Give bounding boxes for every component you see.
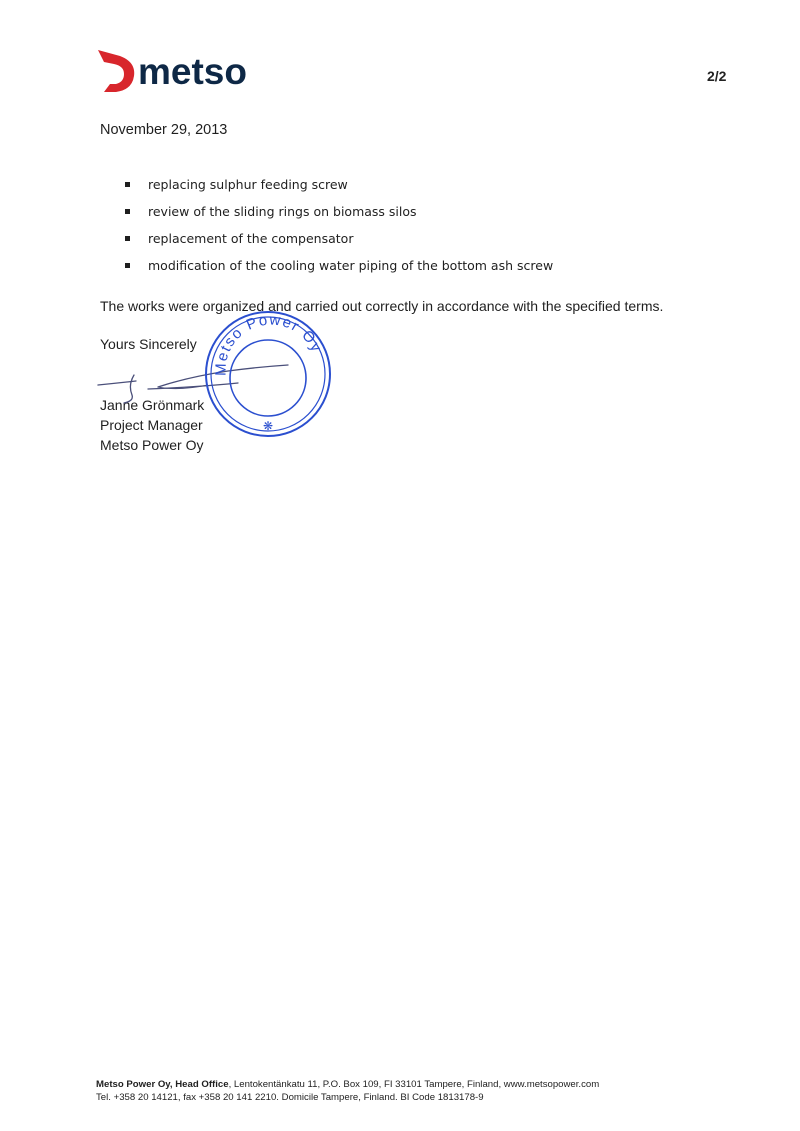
logo-wordmark: metso [138, 51, 247, 92]
page-number: 2/2 [707, 68, 727, 84]
bullet-square-icon [125, 236, 130, 241]
list-item [122, 257, 553, 284]
stamp-text: Metso Power Oy [212, 311, 326, 377]
footer-address: , Lentokentänkatu 11, P.O. Box 109, FI 33101 Tampere, Finland, www.metsopower.com [228, 1079, 600, 1090]
list-item [122, 176, 553, 203]
bullet-square-icon [125, 209, 130, 214]
letter-footer [96, 1078, 599, 1104]
company-stamp [198, 306, 338, 441]
signer-title: Project Manager [100, 417, 203, 433]
stamp-star-icon: ❋ [262, 419, 274, 433]
metso-logo-mark-icon [96, 46, 140, 96]
bullet-square-icon [125, 182, 130, 187]
list-item-text: replacement of the compensator [148, 231, 354, 246]
letter-date: November 29, 2013 [100, 122, 228, 138]
bullet-square-icon [125, 263, 130, 268]
list-item [122, 230, 553, 257]
footer-line-2: Tel. +358 20 14121, fax +358 20 141 2210. Domicile Tampere, Finland. BI Code 1813178-9 [96, 1092, 484, 1103]
list-item-text: review of the sliding rings on biomass silos [148, 204, 417, 219]
statement-text: The works were organized and carried out correctly in accordance with the specified terms. [100, 298, 664, 314]
metso-logo [96, 46, 256, 96]
list-item-text: replacing sulphur feeding screw [148, 177, 348, 192]
footer-line-1 [96, 1078, 599, 1091]
signer-name: Janne Grönmark [100, 397, 205, 413]
closing-text: Yours Sincerely [100, 336, 197, 352]
signer-company: Metso Power Oy [100, 437, 204, 453]
svg-text:Metso Power Oy [212, 311, 325, 376]
works-list [122, 176, 553, 284]
list-item-text: modification of the cooling water piping of the bottom ash screw [148, 258, 554, 273]
list-item [122, 203, 553, 230]
footer-company: Metso Power Oy, Head Office [96, 1079, 229, 1090]
